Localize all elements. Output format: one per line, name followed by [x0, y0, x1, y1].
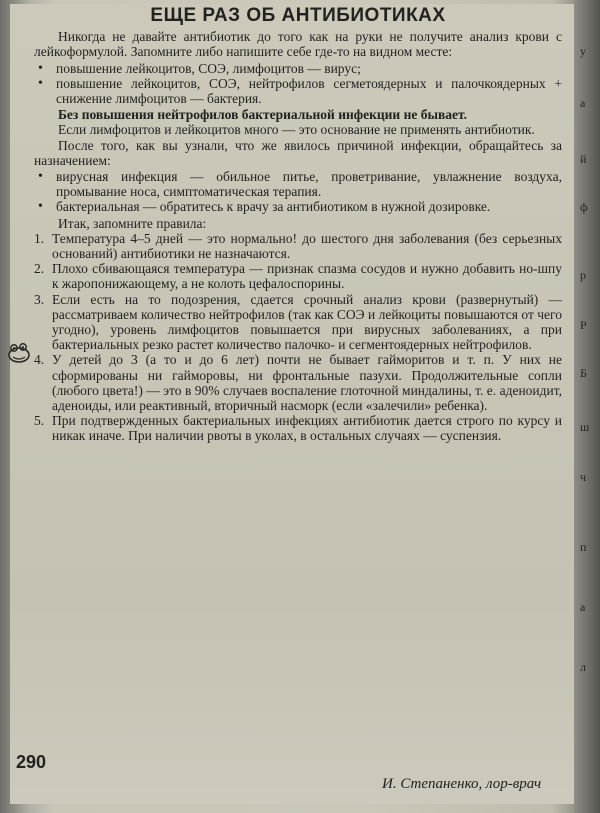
- adjacent-fragment: п: [580, 540, 587, 554]
- after-diagnosis-paragraph: После того, как вы узнали, что же явилось причиной инфекции, обращайтесь за назначением:: [34, 137, 562, 168]
- rule-number: 1.: [34, 230, 45, 246]
- rule-item: [34, 292, 562, 353]
- rules-list: [34, 231, 562, 444]
- rule-text: У детей до 3 (а то и до 6 лет) почти не бывает гайморитов и т. п. У них не сформированы ни гайморовы, ни фронтальные пазухи. Продолжительные сопли (любого цвета!) — это в 90% случаев воспаление глоточной миндалины, т. е. аденоидит, аденоиды, или реактивный, вторичный насморк (если «залечили» ребенка).: [52, 352, 562, 414]
- list-item: • повышение лейкоцитов, СОЭ, лимфоцитов — вирус;: [34, 61, 562, 76]
- rule-number: 5.: [34, 413, 45, 429]
- rule-item: [34, 231, 562, 261]
- rule-number: 2.: [34, 261, 45, 277]
- rule-number: 4.: [34, 352, 45, 368]
- intro-paragraph: Никогда не давайте антибиотик до того как на руки не получите анализ крови с лейкоформулой. Запомните либо напишите себе где-то на видном месте:: [34, 29, 562, 60]
- adjacent-fragment: й: [580, 152, 587, 166]
- adjacent-fragment: л: [580, 660, 586, 674]
- lymphocytes-paragraph: Если лимфоцитов и лейкоцитов много — это основание не применять антибиотик.: [58, 122, 535, 138]
- adjacent-page-edge: [574, 0, 600, 813]
- rule-text: Температура 4–5 дней — это нормально! до шестого дня заболевания (без серьезных оснований) антибиотики не назначаются.: [52, 230, 562, 262]
- rule-item: [34, 261, 562, 291]
- adjacent-fragment: ч: [580, 470, 587, 484]
- rule-text: Если есть на то подозрения, сдается срочный анализ крови (развернутый) — рассматриваем количество нейтрофилов (так как СОЭ и лейкоциты повышаются от чего угодно), уровень лимфоцитов повышается при вирусных заболеваниях, а при бактериальных резко растет количество палочко- и сегментоядерных нейтрофилов.: [52, 291, 562, 353]
- rules-intro: Итак, запомните правила:: [58, 215, 207, 231]
- list-item: • вирусная инфекция — обильное питье, проветривание, увлажнение воздуха, промывание носа, симптоматическая терапия.: [34, 169, 562, 199]
- adjacent-fragment: Б: [580, 366, 587, 380]
- bold-note: Без повышения нейтрофилов бактериальной инфекции не бывает.: [58, 107, 468, 123]
- adjacent-fragment: а: [580, 600, 586, 614]
- article-body: [34, 5, 562, 444]
- list-item: • повышение лейкоцитов, СОЭ, нейтрофилов сегметоядерных и палочкоядерных + снижение лимфоцитов — бактерия.: [34, 76, 562, 106]
- rule-number: 3.: [34, 291, 45, 307]
- adjacent-fragment: ш: [580, 420, 590, 434]
- rule-text: Плохо сбивающаяся температура — признак спазма сосудов и нужно добавить но-шпу к жаропонижающему, а не колоть цефалоспорины.: [52, 261, 562, 292]
- blood-markers-list: [34, 61, 562, 107]
- page-number: 290: [16, 752, 47, 772]
- adjacent-fragment: р: [580, 268, 586, 282]
- adjacent-fragment: ф: [580, 200, 588, 214]
- adjacent-fragment: а: [580, 96, 586, 110]
- rule-text: При подтвержденных бактериальных инфекциях антибиотик дается строго по курсу и никак иначе. При наличии рвоты в уколах, в остальных случаях — суспензия.: [52, 413, 562, 444]
- adjacent-fragment: у: [580, 44, 586, 58]
- adjacent-fragment: Р: [580, 318, 587, 332]
- rule-item: [34, 413, 562, 443]
- rule-item: [34, 352, 562, 413]
- author-signature: И. Степаненко, лор-врач: [382, 776, 542, 792]
- article-title: ЕЩЕ РАЗ ОБ АНТИБИОТИКАХ: [150, 5, 446, 26]
- frog-mascot-icon: [6, 340, 32, 366]
- list-item: • бактериальная — обратитесь к врачу за антибиотиком в нужной дозировке.: [34, 199, 562, 214]
- treatment-list: [34, 169, 562, 215]
